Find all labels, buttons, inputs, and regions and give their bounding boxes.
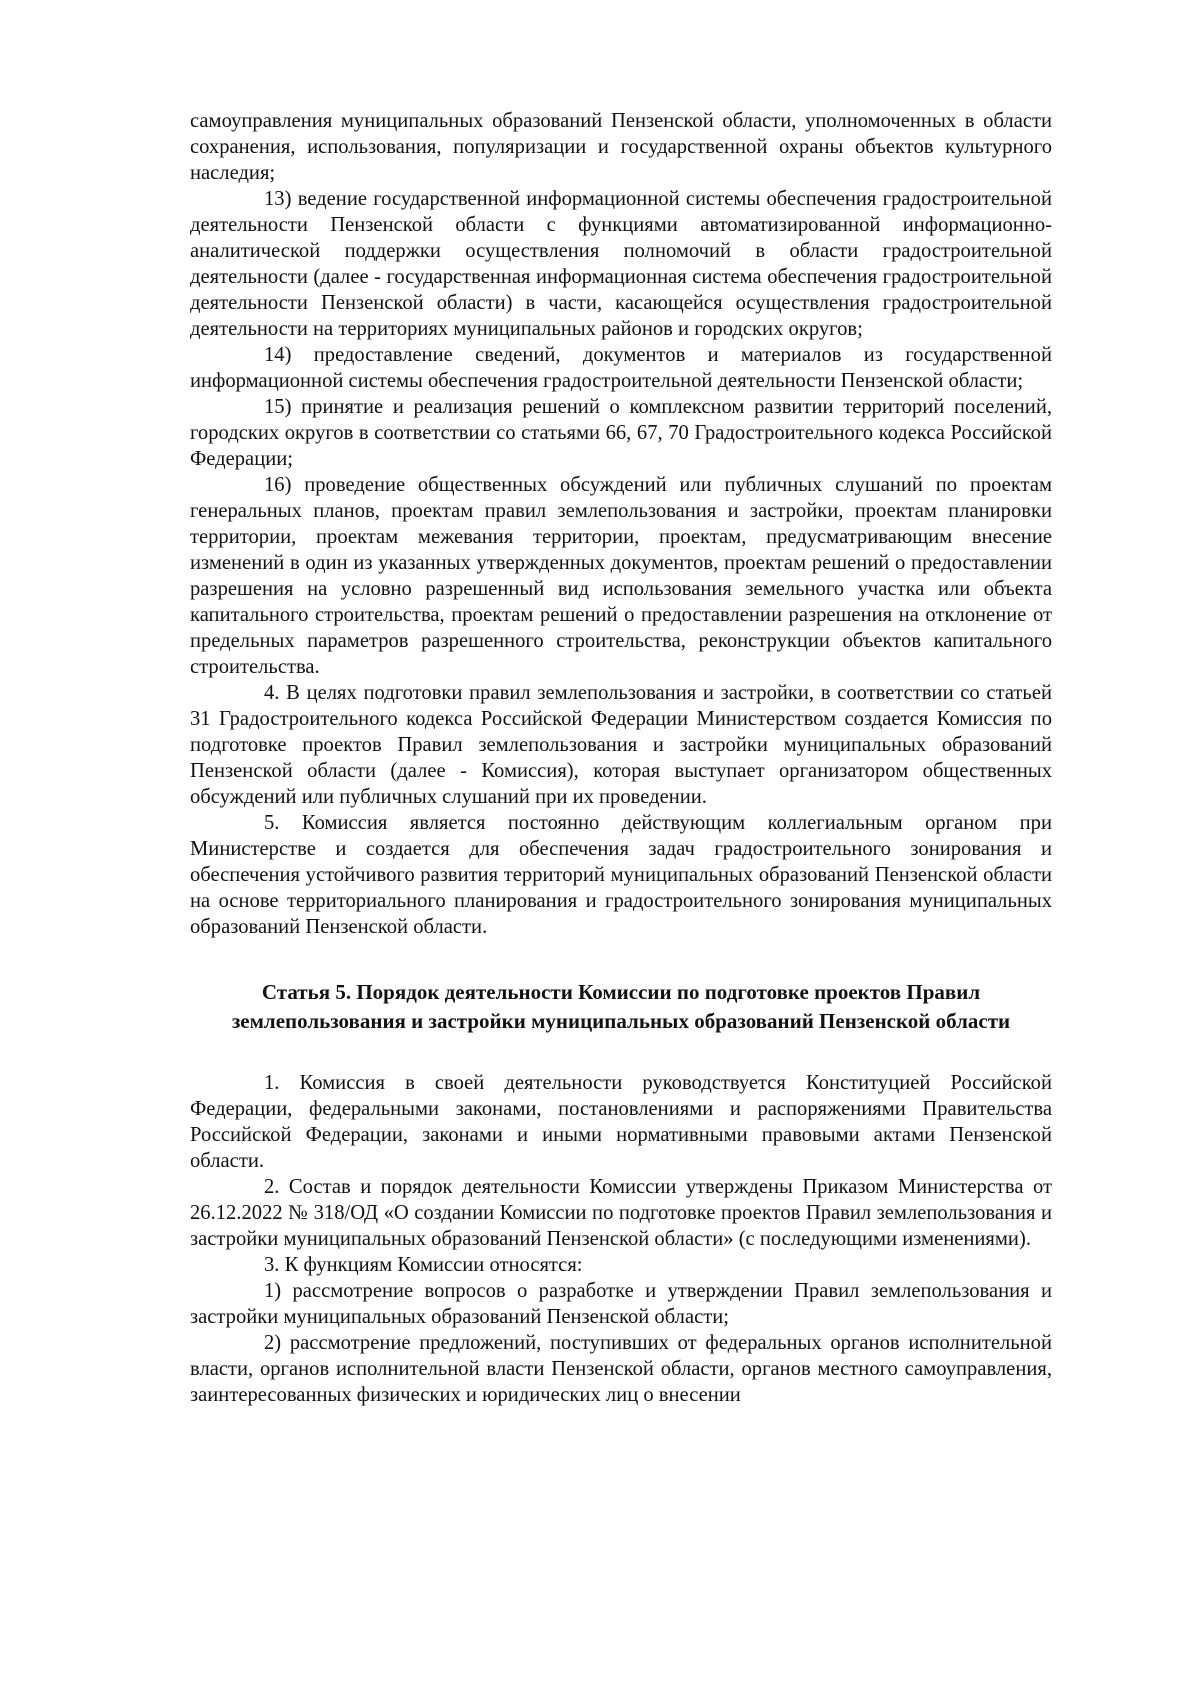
document-page: [190, 108, 1052, 1408]
clause-5: 5. Комиссия является постоянно действующим коллегиальным органом при Министерстве и создается для обеспечения задач градостроительного зонирования и обеспечения устойчивого развития территорий муниципальных образований Пензенской области на основе территориального планирования и градостроительного зонирования муниципальных образований Пензенской области.: [190, 812, 1052, 938]
list-item-14: 14) предоставление сведений, документов и материалов из государственной информационной системы обеспечения градостроительной деятельности Пензенской области;: [190, 344, 1052, 392]
article-clause-3: 3. К функциям Комиссии относятся:: [264, 1254, 583, 1276]
list-item-16: 16) проведение общественных обсуждений или публичных слушаний по проектам генеральных планов, проектам правил землепользования и застройки, проектам планировки территории, проектам межевания территории, проектам, предусматривающим внесение изменений в один из указанных утвержденных документов, проектам решений о предоставлении разрешения на условно разрешенный вид использования земельного участка или объекта капитального строительства, проектам решений о предоставлении разрешения на отклонение от предельных параметров разрешенного строительства, реконструкции объектов капитального строительства.: [190, 474, 1052, 678]
article-clause-2: 2. Состав и порядок деятельности Комиссии утверждены Приказом Министерства от 26.12.2022 № 318/ОД «О создании Комиссии по подготовке проектов Правил землепользования и застройки муниципальных образований Пензенской области» (с последующими изменениями).: [190, 1176, 1052, 1250]
list-item-15: 15) принятие и реализация решений о комплексном развитии территорий поселений, городских округов в соответствии со статьями 66, 67, 70 Градостроительного кодекса Российской Федерации;: [190, 396, 1052, 470]
paragraph-continuation: самоуправления муниципальных образований Пензенской области, уполномоченных в области сохранения, использования, популяризации и государственной охраны объектов культурного наследия;: [190, 110, 1052, 184]
function-item-1: 1) рассмотрение вопросов о разработке и утверждении Правил землепользования и застройки муниципальных образований Пензенской области;: [190, 1280, 1052, 1328]
clause-4: 4. В целях подготовки правил землепользования и застройки, в соответствии со статьей 31 Градостроительного кодекса Российской Федерации Министерством создается Комиссия по подготовке проектов Правил землепользования и застройки муниципальных образований Пензенской области (далее - Комиссия), которая выступает организатором общественных обсуждений или публичных слушаний при их проведении.: [190, 682, 1052, 808]
list-item-13: 13) ведение государственной информационной системы обеспечения градостроительной деятельности Пензенской области с функциями автоматизированной информационно-аналитической поддержки осуществления полномочий в области градостроительной деятельности (далее - государственная информационная система обеспечения градостроительной деятельности Пензенской области) в части, касающейся осуществления градостроительной деятельности на территориях муниципальных районов и городских округов;: [190, 188, 1052, 340]
article-clause-1: 1. Комиссия в своей деятельности руководствуется Конституцией Российской Федерации, федеральными законами, постановлениями и распоряжениями Правительства Российской Федерации, законами и иными нормативными правовыми актами Пензенской области.: [190, 1072, 1052, 1172]
function-item-2: 2) рассмотрение предложений, поступивших от федеральных органов исполнительной власти, органов исполнительной власти Пензенской области, органов местного самоуправления, заинтересованных физических и юридических лиц о внесении: [190, 1332, 1052, 1406]
article-heading: Статья 5. Порядок деятельности Комиссии по подготовке проектов Правил землепользования и застройки муниципальных образований Пензенской области: [231, 980, 1011, 1033]
